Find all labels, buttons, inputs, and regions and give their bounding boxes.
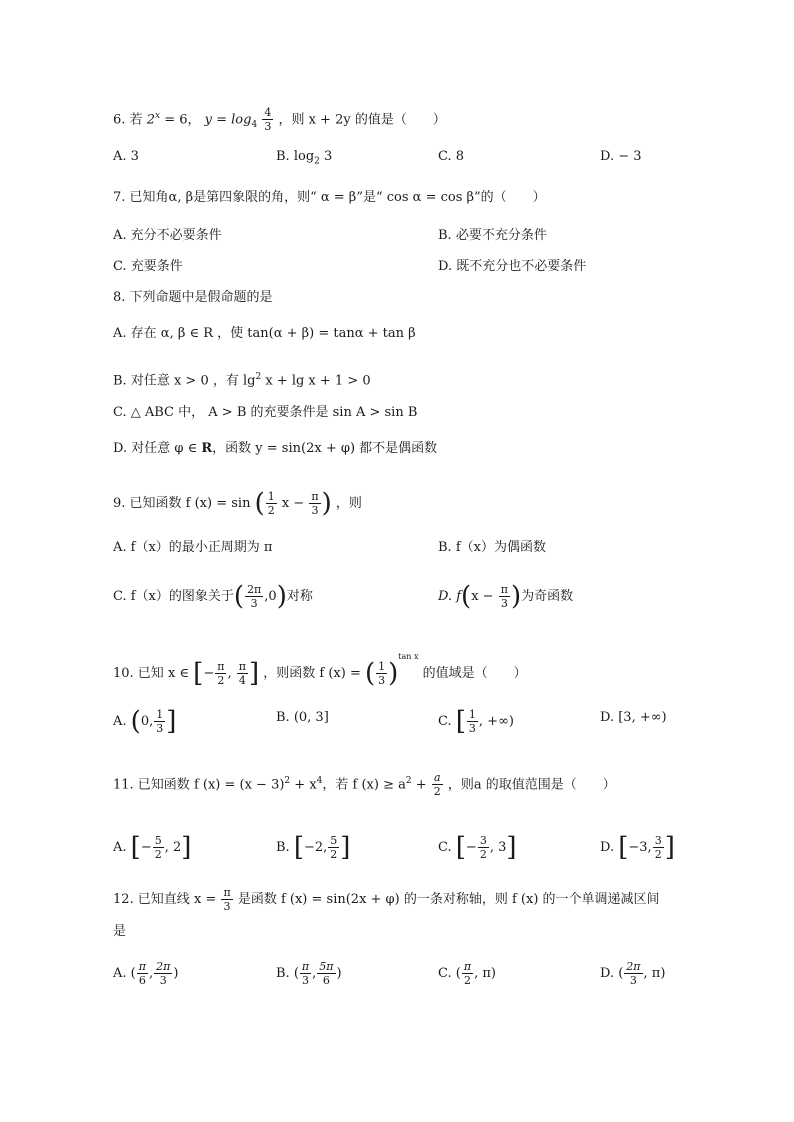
- q9-option-a[interactable]: A. f（x）的最小正周期为 π: [113, 540, 273, 555]
- q7-option-b[interactable]: B. 必要不充分条件: [438, 228, 547, 243]
- q8-option-c[interactable]: C. △ ABC 中， A > B 的充要条件是 sin A > sin B: [113, 405, 418, 420]
- q8-option-d[interactable]: D. 对任意 φ ∈ R，函数 y = sin(2x + φ) 都不是偶函数: [113, 441, 438, 456]
- q8-option-b[interactable]: B. 对任意 x > 0 ，有 $\lg^2 x + \lg x + 1 > 0$: [113, 372, 371, 389]
- question-11-stem: 11. 已知函数 f $(x) = (x - 3)^2 + x^4$，若 f $(x) \ge a^2$ + $\frac{a}{2}$ ，则a 的取值范围是（ ）: [113, 771, 616, 799]
- fraction: $\frac{4}{3}$: [264, 106, 272, 134]
- q10-option-c[interactable]: C. [ $\frac{1}{3}$ , +∞): [438, 706, 514, 737]
- q9-option-c[interactable]: C. f（x）的图象关于( $\frac{2\pi}{3}$ ,0)对称: [113, 581, 313, 612]
- q12-option-c[interactable]: C. ( $\frac{\pi}{2}$ , π): [438, 960, 496, 987]
- q7-option-d[interactable]: D. 既不充分也不必要条件: [438, 259, 587, 274]
- q11-option-a[interactable]: A. [− $\frac{5}{2}$ , 2]: [113, 832, 192, 863]
- q8-option-a[interactable]: A. 存在 α, β ∈ R ，使 tan(α + β) = tanα + tan β: [113, 326, 416, 341]
- question-6-stem: 6. 若 2$^x$ = 6， $y = \log_4$ $\frac{4}{3}$ ，则 x + 2y 的值是（ ）: [113, 106, 446, 134]
- q10-option-d[interactable]: D. [3, +∞): [600, 710, 667, 725]
- q10-option-b[interactable]: B. (0, 3]: [276, 710, 329, 725]
- question-9-stem: 9. 已知函数 f (x) = sin ( $\frac{1}{2}$ x − $\frac{\pi}{3}$ ) ，则: [113, 488, 362, 519]
- question-10-stem: 10. 已知 x ∈ [− $\frac{\pi}{2}$ , $\frac{\pi}{4}$ ] ，则函数 f (x) = ( $\frac{1}{3}$ )$^{tan x}$ 的值域是（ ）: [113, 652, 527, 689]
- q6-option-b[interactable]: B. $\log_2 3$: [276, 149, 333, 167]
- q11-option-d[interactable]: D. [−3, $\frac{3}{2}$ ]: [600, 832, 675, 863]
- question-12-stem: 12. 已知直线 x = $\frac{\pi}{3}$ 是函数 f (x) = sin(2x + φ) 的一条对称轴，则 f (x) 的一个单调递减区间: [113, 886, 660, 913]
- q9-option-d[interactable]: D. f(x − $\frac{\pi}{3}$ )为奇函数: [438, 581, 574, 612]
- q6-option-a[interactable]: A. 3: [113, 149, 139, 164]
- q7-option-c[interactable]: C. 充要条件: [113, 259, 183, 274]
- q12-option-a[interactable]: A. ( $\frac{\pi}{6}$ , $\frac{2\pi}{3}$ ): [113, 960, 179, 987]
- question-12-stem-cont: 是: [113, 924, 127, 939]
- q10-option-a[interactable]: A. (0, $\frac{1}{3}$ ]: [113, 706, 177, 737]
- q6-option-d[interactable]: D. − 3: [600, 149, 642, 164]
- q12-option-d[interactable]: D. ( $\frac{2\pi}{3}$ , π): [600, 960, 666, 987]
- q7-option-a[interactable]: A. 充分不必要条件: [113, 228, 222, 243]
- q12-option-b[interactable]: B. ( $\frac{\pi}{3}$ , $\frac{5\pi}{6}$ ): [276, 960, 342, 987]
- q6-option-c[interactable]: C. 8: [438, 149, 465, 164]
- q9-option-b[interactable]: B. f（x）为偶函数: [438, 540, 546, 555]
- question-7-stem: 7. 已知角α, β是第四象限的角，则“ α = β”是“ cos α = cos β”的（ ）: [113, 190, 546, 205]
- q11-option-c[interactable]: C. [− $\frac{3}{2}$ , 3]: [438, 832, 517, 863]
- q11-option-b[interactable]: B. [−2, $\frac{5}{2}$ ]: [276, 832, 351, 863]
- question-8-stem: 8. 下列命题中是假命题的是: [113, 290, 273, 305]
